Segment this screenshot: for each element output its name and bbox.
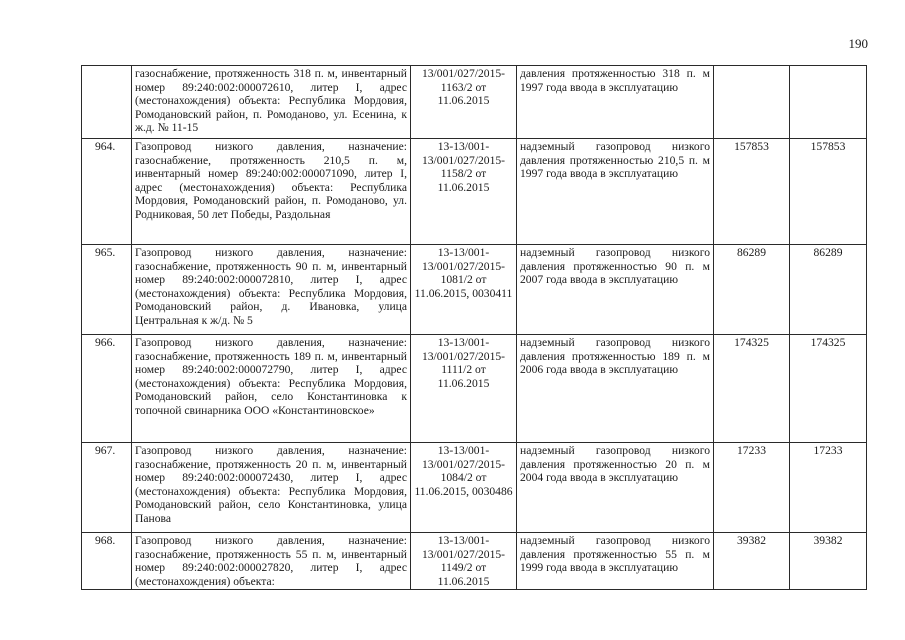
value-cell: 17233 (790, 443, 867, 533)
row-number: 966. (82, 335, 132, 443)
row-number: 964. (82, 139, 132, 245)
registration-record: 13-13/001-13/001/027/2015-1084/2 от 11.06.2015, 0030486 (411, 443, 517, 533)
table-row (82, 335, 867, 443)
value-cell: 86289 (714, 245, 790, 335)
table-row (82, 66, 867, 139)
page-number: 190 (848, 36, 868, 51)
table-row (82, 245, 867, 335)
row-number: 965. (82, 245, 132, 335)
object-characteristics: надземный газопровод низкого давления протяженностью 210,5 п. м 1997 года ввода в эксплуатацию (517, 139, 714, 245)
value-cell (714, 66, 790, 139)
row-number (82, 66, 132, 139)
object-description: Газопровод низкого давления, назначение: газоснабжение, протяженность 55 п. м, инвентарный номер 89:240:002:000027820, литер I, адрес (местонахождения) объекта: (132, 533, 411, 590)
registration-record: 13-13/001-13/001/027/2015-1149/2 от 11.06.2015 (411, 533, 517, 590)
property-registry-table (81, 65, 867, 590)
object-description: газоснабжение, протяженность 318 п. м, инвентарный номер 89:240:002:000072610, литер I, адрес (местонахождения) объекта: Республика Мордовия, Ромодановский район, п. Ромоданово, ул. Есенина, к ж.д. № 11-15 (132, 66, 411, 139)
value-cell (790, 66, 867, 139)
value-cell: 39382 (714, 533, 790, 590)
object-description: Газопровод низкого давления, назначение: газоснабжение, протяженность 90 п. м, инвентарный номер 89:240:002:000072810, литер I, адрес (местонахождения) объекта: Республика Мордовия, Ромодановский район, д. Ивановка, улица Центральная к ж/д. № 5 (132, 245, 411, 335)
table-row (82, 443, 867, 533)
object-description: Газопровод низкого давления, назначение: газоснабжение, протяженность 189 п. м, инвентарный номер 89:240:002:000072790, литер I, адрес (местонахождения) объекта: Республика Мордовия, Ромодановский район, село Константиновка к топочной свинарника ООО «Константиновское» (132, 335, 411, 443)
value-cell: 157853 (714, 139, 790, 245)
table-row (82, 139, 867, 245)
registration-record: 13-13/001-13/001/027/2015-1158/2 от 11.06.2015 (411, 139, 517, 245)
table-row (82, 533, 867, 590)
object-characteristics: давления протяженностью 318 п. м 1997 года ввода в эксплуатацию (517, 66, 714, 139)
object-description: Газопровод низкого давления, назначение: газоснабжение, протяженность 210,5 п. м, инвентарный номер 89:240:002:000071090, литер I, адрес (местонахождения) объекта: Республика Мордовия, Ромодановский район, п. Ромоданово, ул. Родниковая, 50 лет Победы, Раздольная (132, 139, 411, 245)
object-characteristics: надземный газопровод низкого давления протяженностью 189 п. м 2006 года ввода в эксплуатацию (517, 335, 714, 443)
object-characteristics: надземный газопровод низкого давления протяженностью 55 п. м 1999 года ввода в эксплуатацию (517, 533, 714, 590)
value-cell: 86289 (790, 245, 867, 335)
object-characteristics: надземный газопровод низкого давления протяженностью 90 п. м 2007 года ввода в эксплуатацию (517, 245, 714, 335)
row-number: 968. (82, 533, 132, 590)
value-cell: 174325 (790, 335, 867, 443)
value-cell: 17233 (714, 443, 790, 533)
object-description: Газопровод низкого давления, назначение: газоснабжение, протяженность 20 п. м, инвентарный номер 89:240:002:000072430, литер I, адрес (местонахождения) объекта: Республика Мордовия, Ромодановский район, село Константиновка, улица Панова (132, 443, 411, 533)
registration-record: 13/001/027/2015-1163/2 от 11.06.2015 (411, 66, 517, 139)
registration-record: 13-13/001-13/001/027/2015-1081/2 от 11.06.2015, 0030411 (411, 245, 517, 335)
registration-record: 13-13/001-13/001/027/2015-1111/2 от 11.06.2015 (411, 335, 517, 443)
value-cell: 157853 (790, 139, 867, 245)
value-cell: 174325 (714, 335, 790, 443)
value-cell: 39382 (790, 533, 867, 590)
row-number: 967. (82, 443, 132, 533)
object-characteristics: надземный газопровод низкого давления протяженностью 20 п. м 2004 года ввода в эксплуатацию (517, 443, 714, 533)
